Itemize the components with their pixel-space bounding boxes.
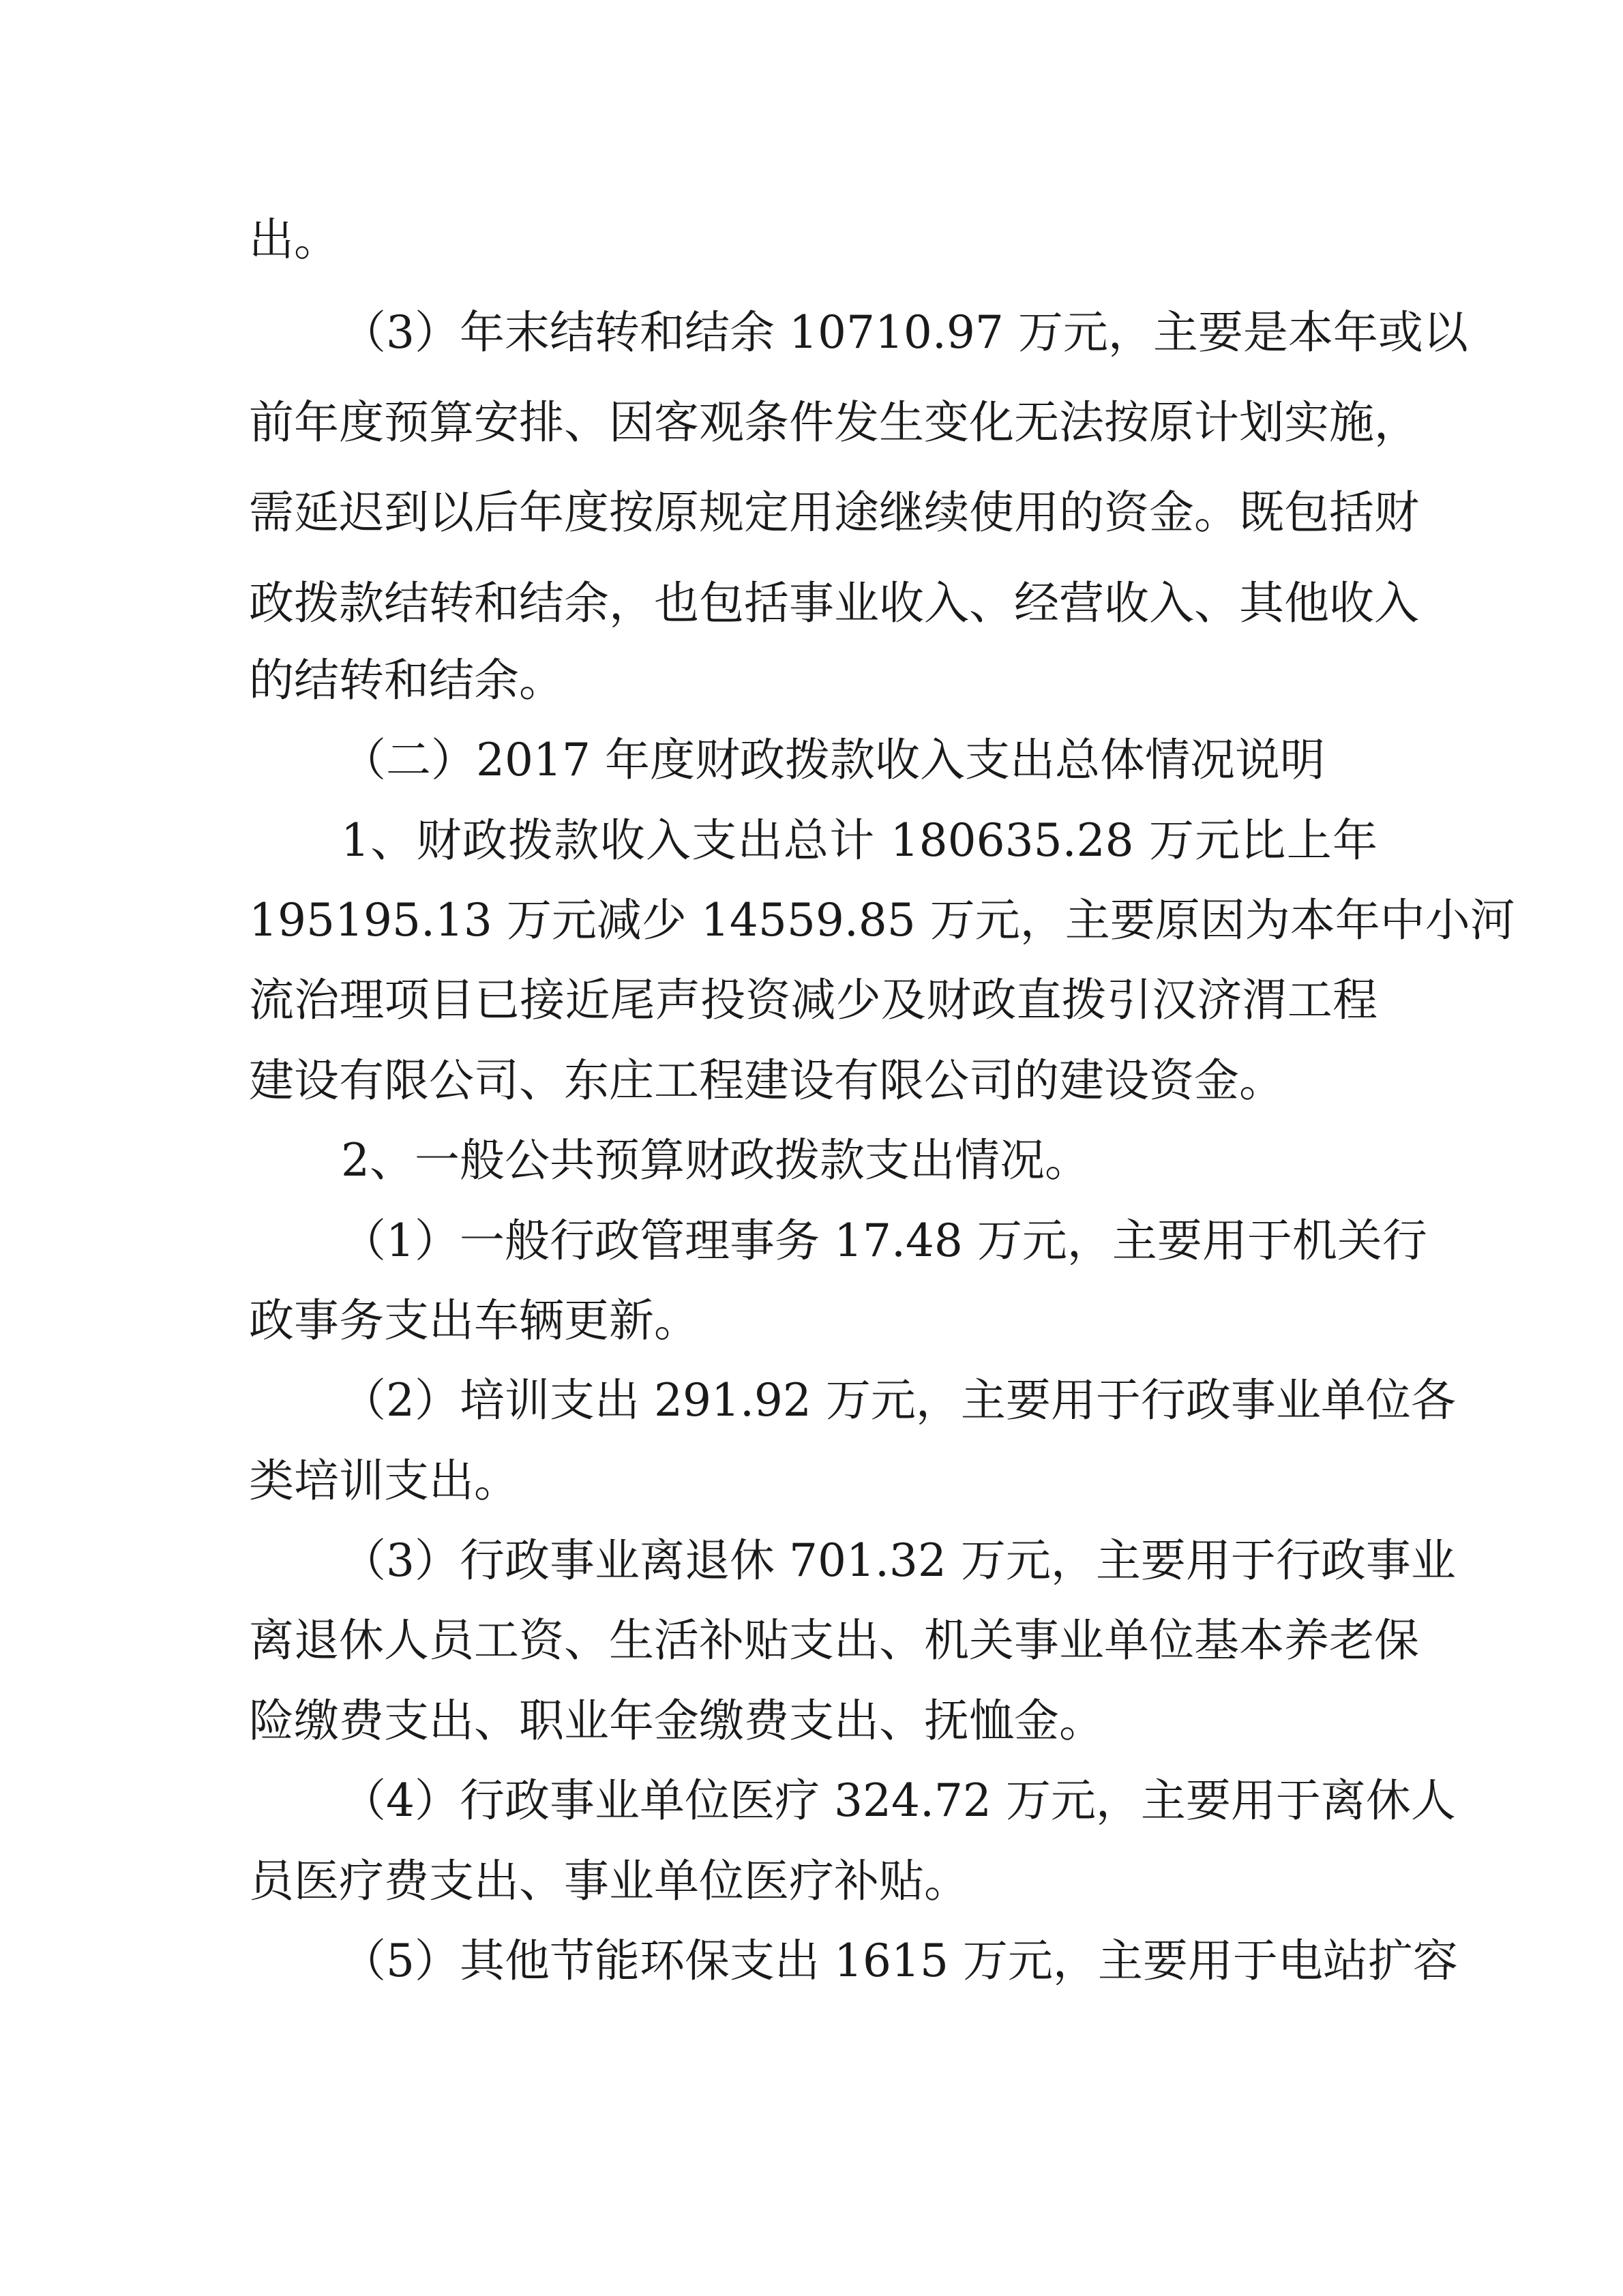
text-line: 的结转和结余。 — [249, 654, 564, 706]
text-line: （4）行政事业单位医疗 324.72 万元，主要用于离休人 — [341, 1774, 1456, 1827]
text-line: （3）行政事业离退休 701.32 万元，主要用于行政事业 — [341, 1534, 1456, 1587]
text-line: 流治理项目已接近尾声投资减少及财政直拨引汉济渭工程 — [249, 974, 1378, 1026]
text-line: （3）年末结转和结余 10710.97 万元，主要是本年或以 — [341, 306, 1468, 359]
text-line: 员医疗费支出、事业单位医疗补贴。 — [249, 1855, 969, 1907]
text-line: 政拨款结转和结余，也包括事业收入、经营收入、其他收入 — [249, 577, 1419, 629]
text-line: 险缴费支出、职业年金缴费支出、抚恤金。 — [249, 1695, 1104, 1747]
text-line: （1）一般行政管理事务 17.48 万元，主要用于机关行 — [341, 1214, 1427, 1267]
text-line: 建设有限公司、东庄工程建设有限公司的建设资金。 — [249, 1054, 1284, 1107]
text-line: （5）其他节能环保支出 1615 万元，主要用于电站扩容 — [341, 1935, 1458, 1987]
text-line: 离退休人员工资、生活补贴支出、机关事业单位基本养老保 — [249, 1614, 1419, 1667]
text-line: 类培训支出。 — [249, 1455, 519, 1507]
text-line: 出。 — [249, 213, 339, 266]
text-line: 政事务支出车辆更新。 — [249, 1294, 699, 1347]
text-line: 2、一般公共预算财政拨款支出情况。 — [341, 1134, 1090, 1187]
text-line: （2）培训支出 291.92 万元，主要用于行政事业单位各 — [341, 1374, 1456, 1427]
text-line: 1、财政拨款收入支出总计 180635.28 万元比上年 — [341, 814, 1378, 867]
text-line: 需延迟到以后年度按原规定用途继续使用的资金。既包括财 — [249, 486, 1419, 539]
text-line: 195195.13 万元减少 14559.85 万元，主要原因为本年中小河 — [249, 894, 1515, 946]
text-line: 前年度预算安排、因客观条件发生变化无法按原计划实施， — [249, 396, 1419, 449]
section-heading: （二）2017 年度财政拨款收入支出总体情况说明 — [341, 734, 1325, 786]
